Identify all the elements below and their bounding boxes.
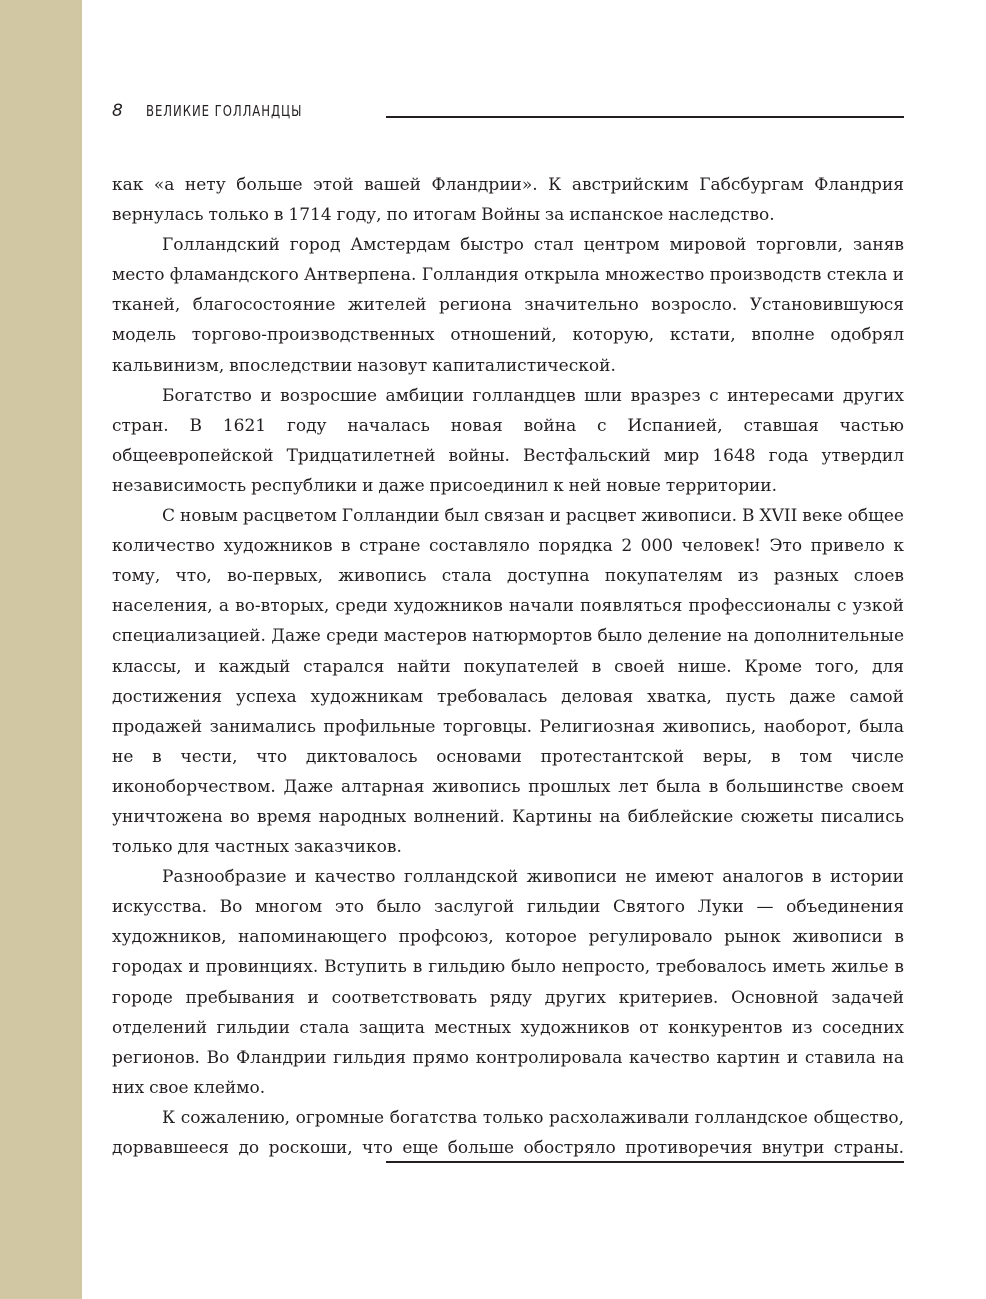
paragraph-2: Голландский город Амстердам быстро стал центром мировой торговли, заняв место фламандского Антверпена. Голландия открыла множество производств стекла и тканей, благосостояние жителей региона значительно возросло. Установившуюся модель торгово-производственных отношений, которую, кстати, вполне одобрял кальвинизм, впоследствии назовут капиталистической. [112, 235, 904, 376]
header-rule [386, 116, 904, 118]
page-number: 8 [112, 101, 124, 121]
footer-rule [386, 1161, 904, 1163]
paragraph-1: как «а нету больше этой вашей Фландрии». К австрийским Габсбургам Фландрия вернулась только в 1714 году, по итогам Войны за испанское наследство. [112, 175, 904, 226]
paragraph-3: Богатство и возросшие амбиции голландцев шли вразрез с интересами других стран. В 1621 году началась новая война с Испанией, ставшая частью общеевропейской Тридцатилетней войны. Вестфальский мир 1648 года утвердил независимость республики и даже присоединил к ней новые территории. [112, 385, 904, 496]
body-text [112, 170, 904, 1163]
running-header [112, 99, 346, 123]
paragraph-5: Разнообразие и качество голландской живописи не имеют аналогов в истории искусства. Во многом это было заслугой гильдии Святого Луки — объединения художников, напоминающего профсоюз, которое регулировало рынок живописи в городах и провинциях. Вступить в гильдию было непросто, требовалось иметь жилье в городе пребывания и соответствовать ряду других критериев. Основной задачей отделений гильдии стала защита местных художников от конкурентов из соседних регионов. Во Фландрии гильдия прямо контролировала качество картин и ставила на них свое клеймо. [112, 867, 904, 1098]
book-title: ВЕЛИКИЕ ГОЛЛАНДЦЫ [145, 102, 303, 120]
paragraph-6: К сожалению, огромные богатства только расхолаживали голландское общество, дорвавшееся до роскоши, что еще больше обостряло противоречия внутри страны. [112, 1107, 904, 1158]
page-edge-band [0, 0, 82, 1299]
paragraph-4: С новым расцветом Голландии был связан и расцвет живописи. В XVII веке общее количество художников в стране составляло порядка 2 000 человек! Это привело к тому, что, во-первых, живопись стала доступна покупателям из разных слоев населения, а во-вторых, среди художников начали появляться профессионалы с узкой специализацией. Даже среди мастеров натюрмортов было деление на дополнительные классы, и каждый старался найти покупателей в своей нише. Кроме того, для достижения успеха художникам требовалась деловая хватка, пусть даже самой продажей занимались профильные торговцы. Религиозная живопись, наоборот, была не в чести, что диктовалось основами протестантской веры, в том числе иконоборчеством. Даже алтарная живопись прошлых лет была в большинстве своем уничтожена во время народных волнений. Картины на библейские сюжеты писались только для частных заказчиков. [112, 506, 904, 858]
